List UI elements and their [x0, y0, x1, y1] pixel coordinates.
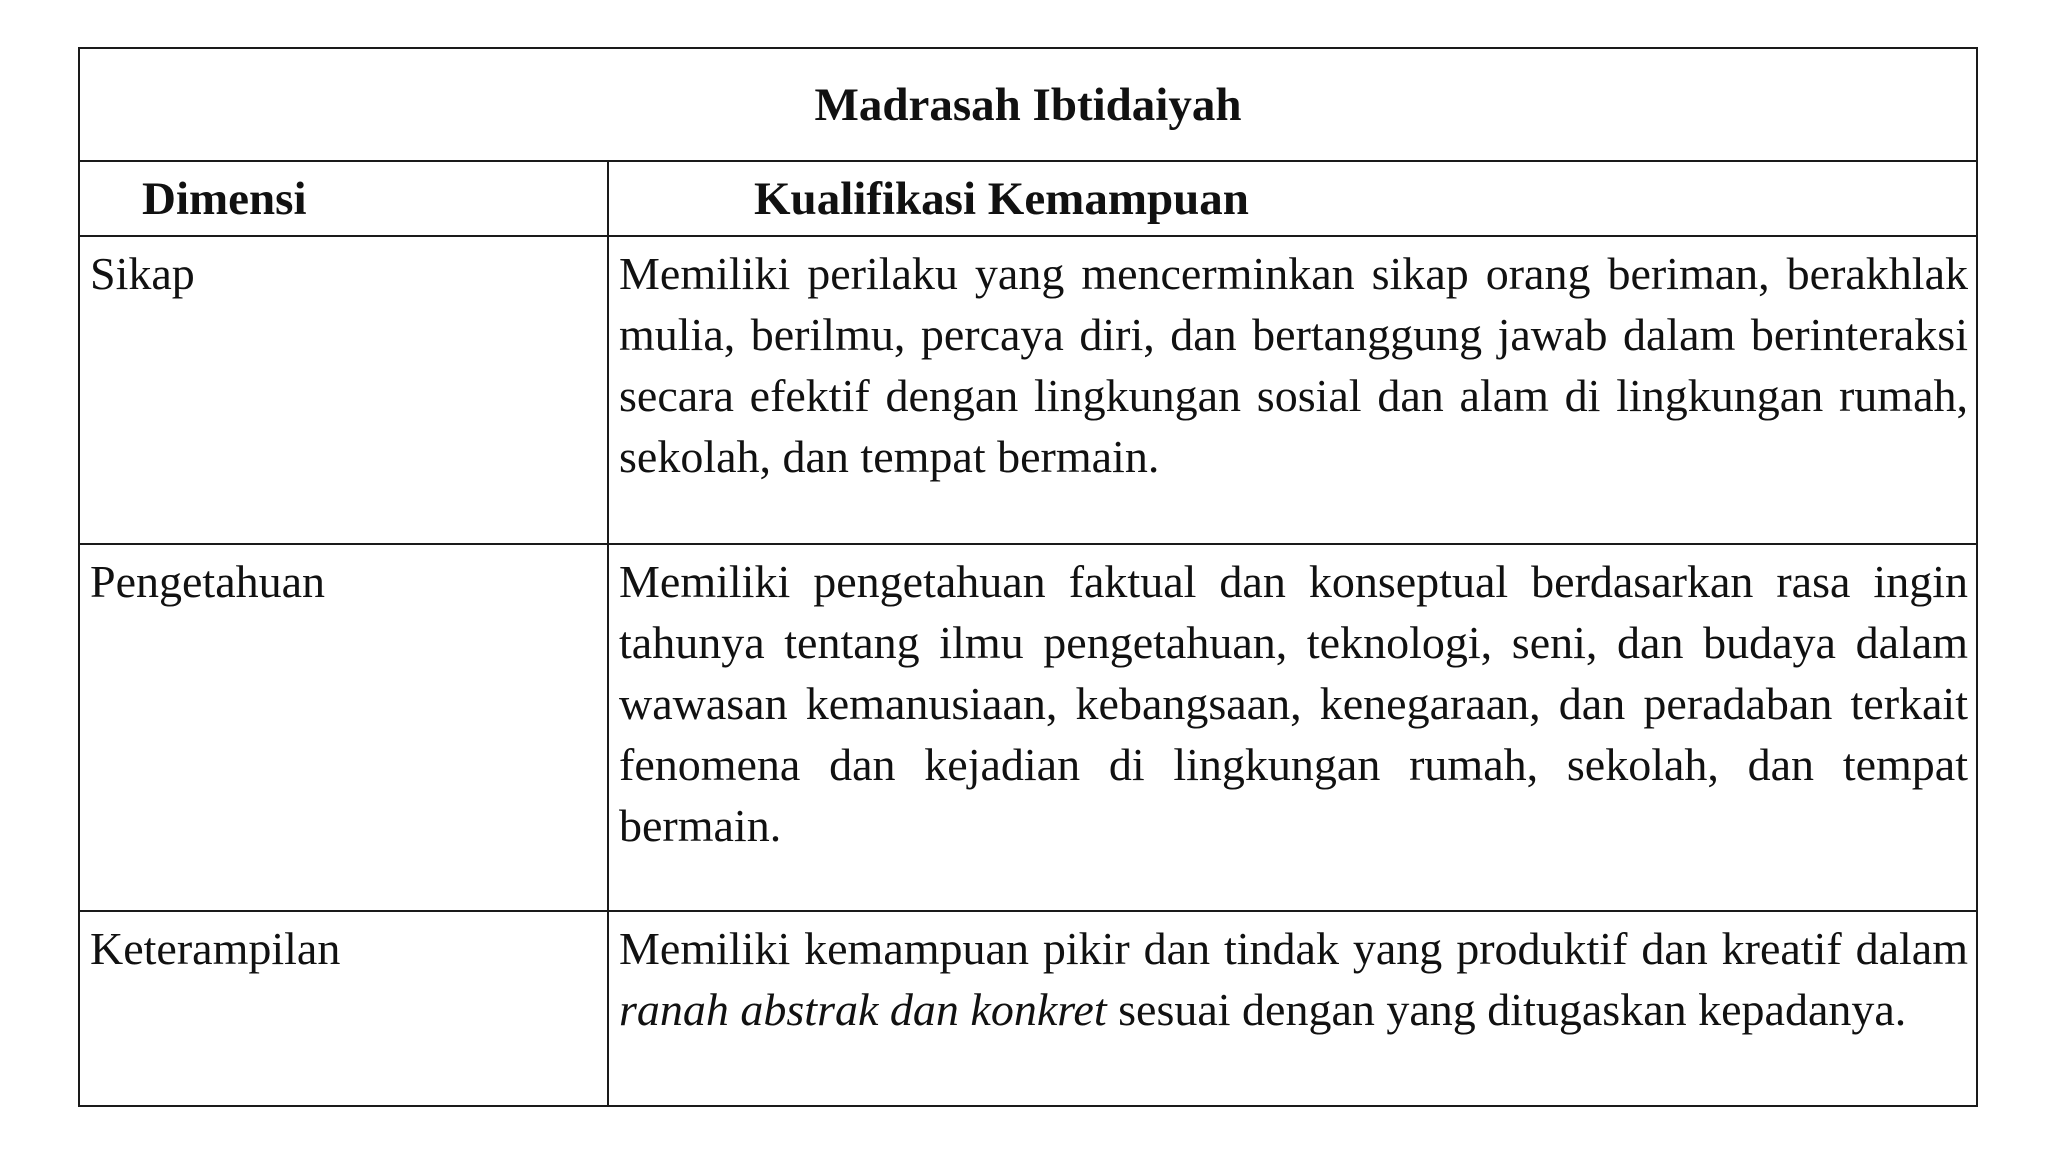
table-row — [79, 911, 1977, 1106]
kualifikasi-cell: Memiliki pengetahuan faktual dan konseptual berdasarkan rasa ingin tahunya tentang ilmu pengetahuan, teknologi, seni, dan budaya dalam wawasan kemanusiaan, kebangsaan, kenegaraan, dan peradaban terkait fenomena dan kejadian di lingkungan rumah, sekolah, dan tempat bermain. — [608, 544, 1977, 911]
header-kualifikasi: Kualifikasi Kemampuan — [608, 161, 1977, 236]
title-row — [79, 48, 1977, 161]
dimensi-cell: Sikap — [79, 236, 608, 544]
competency-table — [78, 47, 1978, 1107]
kualifikasi-text-before: Memiliki kemampuan pikir dan tindak yang produktif dan kreatif dalam — [619, 923, 1968, 974]
kualifikasi-cell: Memiliki perilaku yang mencerminkan sikap orang beriman, berakhlak mulia, berilmu, percaya diri, dan bertanggung jawab dalam berinteraksi secara efektif dengan lingkungan sosial dan alam di lingkungan rumah, sekolah, dan tempat bermain. — [608, 236, 1977, 544]
table-title: Madrasah Ibtidaiyah — [79, 48, 1977, 161]
kualifikasi-text-after: sesuai dengan yang ditugaskan kepadanya. — [1118, 984, 1907, 1035]
table-row — [79, 544, 1977, 911]
header-row — [79, 161, 1977, 236]
dimensi-cell: Keterampilan — [79, 911, 608, 1106]
kualifikasi-cell — [608, 911, 1977, 1106]
table-row — [79, 236, 1977, 544]
kualifikasi-text-italic: ranah abstrak dan konkret — [619, 984, 1107, 1035]
header-dimensi: Dimensi — [79, 161, 608, 236]
dimensi-cell: Pengetahuan — [79, 544, 608, 911]
